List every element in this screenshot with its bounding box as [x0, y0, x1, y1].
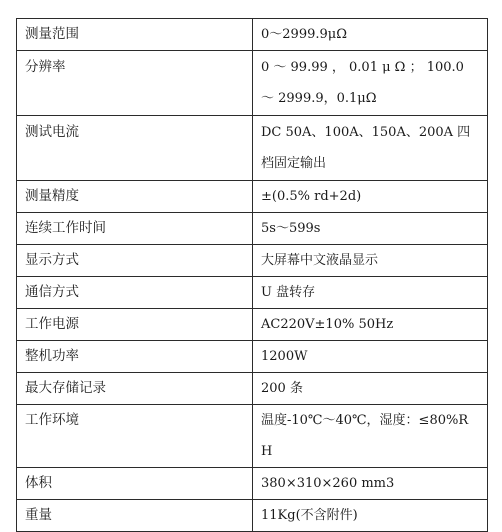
spec-label-accuracy: 测量精度: [17, 181, 253, 213]
spec-label-power: 整机功率: [17, 341, 253, 373]
spec-value-resolution: 0 ～ 99.99 ， 0.01 μ Ω ； 100.0 ～ 2999.9，0.1μΩ: [253, 51, 488, 116]
spec-value-test-current: DC 50A、100A、150A、200A 四档固定输出: [253, 116, 488, 181]
table-row: [17, 245, 488, 277]
table-row: [17, 51, 488, 116]
spec-value-accuracy: ±(0.5% rd+2d): [253, 181, 488, 213]
spec-label-environment: 工作环境: [17, 405, 253, 468]
table-row: [17, 213, 488, 245]
spec-value-volume: 380×310×260 mm3: [253, 468, 488, 500]
table-row: [17, 19, 488, 51]
spec-value-storage: 200 条: [253, 373, 488, 405]
spec-label-display: 显示方式: [17, 245, 253, 277]
table-row: [17, 181, 488, 213]
spec-table: [16, 18, 488, 532]
spec-label-test-current: 测试电流: [17, 116, 253, 181]
spec-value-power: 1200W: [253, 341, 488, 373]
spec-label-measure-range: 测量范围: [17, 19, 253, 51]
table-row: [17, 277, 488, 309]
table-row: [17, 341, 488, 373]
spec-value-measure-range: 0～2999.9μΩ: [253, 19, 488, 51]
table-row: [17, 116, 488, 181]
spec-label-volume: 体积: [17, 468, 253, 500]
spec-value-work-time: 5s～599s: [253, 213, 488, 245]
spec-label-work-time: 连续工作时间: [17, 213, 253, 245]
spec-label-weight: 重量: [17, 500, 253, 532]
spec-value-environment: 温度-10℃～40℃，湿度：≤80%RH: [253, 405, 488, 468]
spec-label-power-supply: 工作电源: [17, 309, 253, 341]
spec-label-communication: 通信方式: [17, 277, 253, 309]
spec-value-display: 大屏幕中文液晶显示: [253, 245, 488, 277]
spec-value-power-supply: AC220V±10% 50Hz: [253, 309, 488, 341]
table-row: [17, 500, 488, 532]
table-row: [17, 468, 488, 500]
table-row: [17, 405, 488, 468]
spec-value-weight: 11Kg(不含附件): [253, 500, 488, 532]
table-row: [17, 373, 488, 405]
table-row: [17, 309, 488, 341]
spec-label-resolution: 分辨率: [17, 51, 253, 116]
spec-value-communication: U 盘转存: [253, 277, 488, 309]
spec-label-storage: 最大存储记录: [17, 373, 253, 405]
